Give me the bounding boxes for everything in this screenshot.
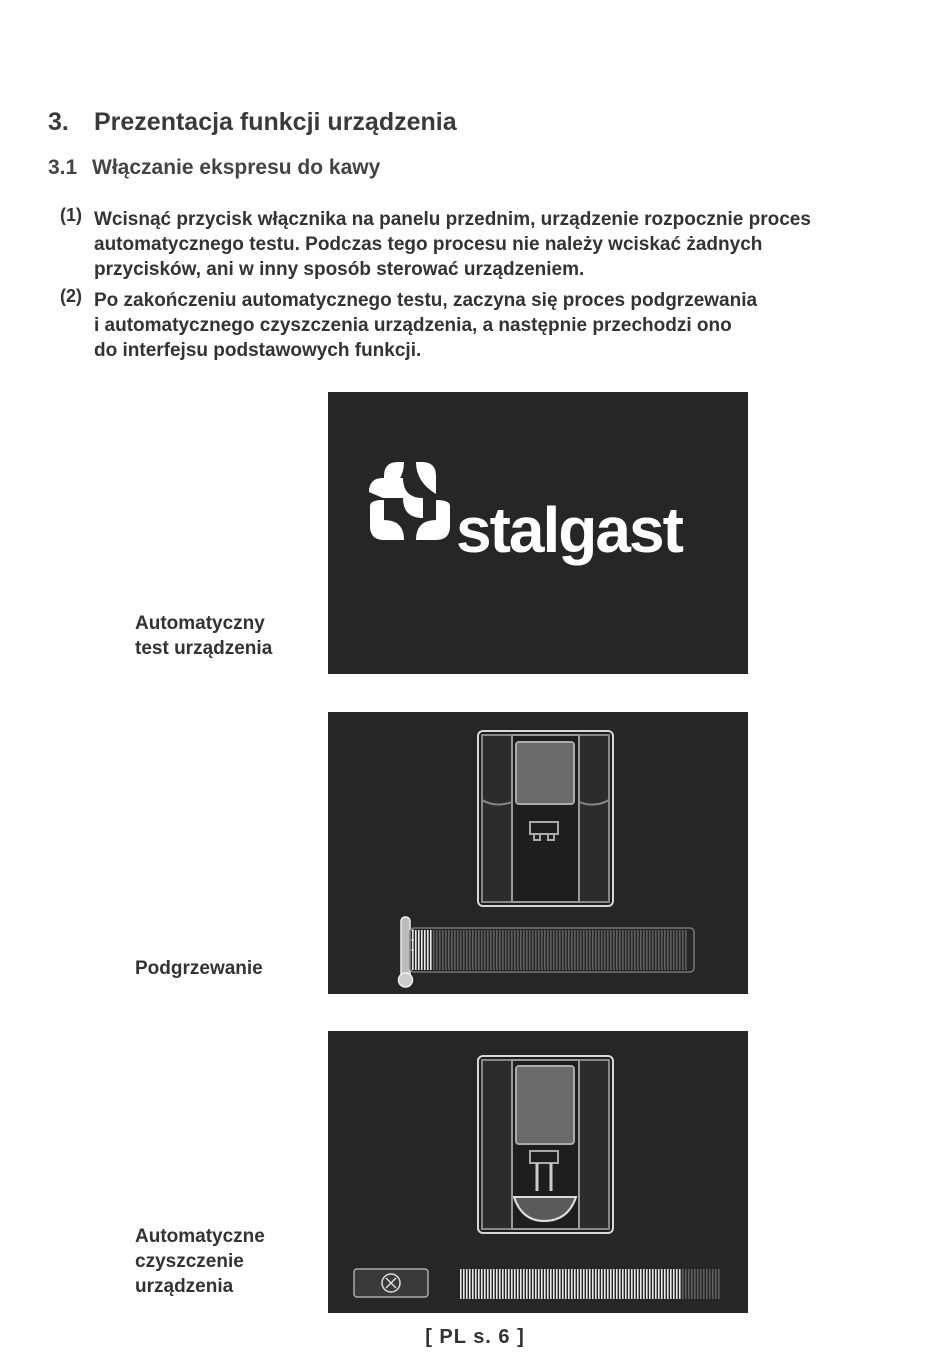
progress-stripe (466, 930, 468, 970)
progress-stripe (649, 1269, 651, 1299)
step-marker: (1) (60, 205, 82, 225)
progress-stripe (691, 1269, 693, 1299)
progress-stripe (667, 1269, 669, 1299)
screen-cleaning (328, 1031, 748, 1313)
progress-stripe (559, 1269, 561, 1299)
progress-stripe (607, 930, 609, 970)
progress-stripe (586, 930, 588, 970)
coffee-machine-illustration (478, 1056, 613, 1233)
step-line: Po zakończeniu automatycznego testu, zaczyna się proces podgrzewania (94, 290, 758, 311)
progress-stripe (637, 930, 639, 970)
progress-stripe (562, 1269, 564, 1299)
progress-stripe (700, 1269, 702, 1299)
progress-stripe (664, 930, 666, 970)
progress-stripe (499, 930, 501, 970)
progress-stripe (493, 1269, 495, 1299)
progress-stripe (688, 1269, 690, 1299)
section-number: 3. (48, 108, 69, 136)
progress-stripe (667, 930, 669, 970)
progress-stripe (604, 930, 606, 970)
progress-stripe (553, 1269, 555, 1299)
progress-stripe (544, 930, 546, 970)
progress-stripe (715, 1269, 717, 1299)
progress-stripe (526, 930, 528, 970)
progress-stripe (472, 1269, 474, 1299)
progress-stripe (628, 930, 630, 970)
progress-stripe (445, 930, 447, 970)
progress-stripe (682, 930, 684, 970)
progress-stripe (532, 930, 534, 970)
progress-stripe (685, 930, 687, 970)
progress-stripe (526, 1269, 528, 1299)
progress-stripe (496, 930, 498, 970)
progress-stripe (439, 930, 441, 970)
progress-stripe (637, 1269, 639, 1299)
progress-stripe (574, 930, 576, 970)
progress-stripe (427, 930, 429, 970)
progress-stripe (568, 930, 570, 970)
step-line: automatycznego testu. Podczas tego procesu nie należy wciskać żadnych (94, 234, 763, 255)
progress-stripe (562, 930, 564, 970)
progress-stripe (478, 1269, 480, 1299)
progress-stripe (496, 1269, 498, 1299)
progress-stripe (676, 1269, 678, 1299)
step-text (94, 288, 757, 363)
progress-stripe (565, 1269, 567, 1299)
progress-stripe (703, 1269, 705, 1299)
progress-stripe (454, 930, 456, 970)
screen-self-test (328, 392, 748, 674)
progress-stripe (574, 1269, 576, 1299)
progress-stripe (622, 930, 624, 970)
logo-text: stalgast (456, 494, 682, 566)
progress-stripe (520, 1269, 522, 1299)
progress-stripe (646, 930, 648, 970)
progress-stripe (550, 1269, 552, 1299)
page-number: [ PL s. 6 ] (425, 1326, 525, 1348)
progress-stripe (472, 930, 474, 970)
progress-stripe (643, 930, 645, 970)
progress-stripe (412, 930, 414, 970)
progress-stripe (556, 930, 558, 970)
progress-stripe (685, 1269, 687, 1299)
progress-stripe (598, 1269, 600, 1299)
progress-stripe (463, 930, 465, 970)
cancel-button[interactable] (354, 1269, 428, 1297)
progress-stripe (640, 1269, 642, 1299)
progress-stripe (466, 1269, 468, 1299)
stalgast-logo-icon (369, 462, 450, 540)
progress-stripe (601, 930, 603, 970)
step-line: Wcisnąć przycisk włącznika na panelu przednim, urządzenie rozpocznie proces (94, 209, 811, 230)
progress-stripe (670, 1269, 672, 1299)
progress-stripe (571, 1269, 573, 1299)
progress-stripe (592, 930, 594, 970)
progress-stripe (586, 1269, 588, 1299)
progress-stripe (418, 930, 420, 970)
progress-stripe (709, 1269, 711, 1299)
progress-stripe (673, 930, 675, 970)
progress-stripe (469, 1269, 471, 1299)
progress-stripe (622, 1269, 624, 1299)
caption-cleaning: Automatyczne czyszczenie urządzenia (135, 1226, 265, 1297)
progress-stripe (580, 930, 582, 970)
progress-stripe (604, 1269, 606, 1299)
progress-stripe (514, 930, 516, 970)
progress-stripe (607, 1269, 609, 1299)
subsection-number: 3.1 (48, 156, 78, 179)
progress-stripe (529, 930, 531, 970)
progress-stripe (460, 1269, 462, 1299)
progress-stripe (583, 930, 585, 970)
progress-stripe (529, 1269, 531, 1299)
progress-stripe (544, 1269, 546, 1299)
progress-stripe (535, 930, 537, 970)
progress-stripe (697, 1269, 699, 1299)
progress-stripe (442, 930, 444, 970)
progress-stripe (538, 1269, 540, 1299)
progress-stripe (601, 1269, 603, 1299)
progress-stripe (589, 930, 591, 970)
progress-stripe (511, 930, 513, 970)
progress-stripe (478, 930, 480, 970)
progress-stripe (712, 1269, 714, 1299)
progress-stripe (475, 1269, 477, 1299)
progress-stripe (523, 1269, 525, 1299)
progress-stripe (538, 930, 540, 970)
progress-stripe (487, 930, 489, 970)
progress-stripe (517, 930, 519, 970)
heating-progress-bar (410, 928, 694, 972)
progress-stripe (589, 1269, 591, 1299)
progress-stripe (631, 1269, 633, 1299)
progress-stripe (580, 1269, 582, 1299)
progress-stripe (718, 1269, 720, 1299)
progress-stripe (547, 1269, 549, 1299)
progress-stripe (532, 1269, 534, 1299)
progress-stripe (565, 930, 567, 970)
progress-stripe (616, 1269, 618, 1299)
progress-stripe (610, 930, 612, 970)
progress-stripe (658, 930, 660, 970)
progress-stripe (682, 1269, 684, 1299)
progress-stripe (664, 1269, 666, 1299)
progress-stripe (448, 930, 450, 970)
progress-stripe (598, 930, 600, 970)
progress-stripe (661, 1269, 663, 1299)
progress-stripe (436, 930, 438, 970)
progress-stripe (550, 930, 552, 970)
progress-stripe (508, 1269, 510, 1299)
progress-stripe (661, 930, 663, 970)
progress-stripe (451, 930, 453, 970)
progress-stripe (619, 1269, 621, 1299)
progress-stripe (592, 1269, 594, 1299)
progress-stripe (547, 930, 549, 970)
progress-stripe (484, 1269, 486, 1299)
progress-stripe (652, 930, 654, 970)
progress-stripe (484, 930, 486, 970)
progress-stripe (625, 1269, 627, 1299)
step-text (94, 207, 811, 282)
progress-stripe (643, 1269, 645, 1299)
progress-stripe (481, 1269, 483, 1299)
progress-stripe (634, 1269, 636, 1299)
progress-stripe (595, 1269, 597, 1299)
progress-stripe (541, 930, 543, 970)
progress-stripe (553, 930, 555, 970)
progress-stripe (631, 930, 633, 970)
progress-stripe (625, 930, 627, 970)
progress-stripe (499, 1269, 501, 1299)
progress-stripe (487, 1269, 489, 1299)
progress-stripe (517, 1269, 519, 1299)
progress-stripe (508, 930, 510, 970)
progress-stripe (679, 1269, 681, 1299)
progress-stripe (649, 930, 651, 970)
step-line: do interfejsu podstawowych funkcji. (94, 340, 422, 361)
progress-stripe (520, 930, 522, 970)
progress-stripe (655, 1269, 657, 1299)
section-title: Prezentacja funkcji urządzenia (94, 108, 457, 136)
step-line: i automatycznego czyszczenia urządzenia, a następnie przechodzi ono (94, 315, 732, 336)
step-line: przycisków, ani w inny sposób sterować urządzeniem. (94, 259, 585, 280)
progress-stripe (490, 1269, 492, 1299)
progress-stripe (640, 930, 642, 970)
progress-stripe (460, 930, 462, 970)
progress-stripe (415, 930, 417, 970)
coffee-machine-illustration (478, 731, 613, 906)
progress-stripe (490, 930, 492, 970)
progress-stripe (610, 1269, 612, 1299)
progress-stripe (424, 930, 426, 970)
progress-stripe (463, 1269, 465, 1299)
progress-stripe (505, 930, 507, 970)
progress-stripe (511, 1269, 513, 1299)
progress-stripe (505, 1269, 507, 1299)
progress-stripe (493, 930, 495, 970)
caption-self-test: Automatyczny test urządzenia (135, 613, 273, 659)
subsection-heading (48, 156, 380, 180)
thermometer-icon (399, 917, 415, 987)
progress-stripe (613, 1269, 615, 1299)
progress-stripe (568, 1269, 570, 1299)
progress-stripe (475, 930, 477, 970)
progress-stripe (583, 1269, 585, 1299)
progress-stripe (679, 930, 681, 970)
progress-stripe (655, 930, 657, 970)
progress-stripe (619, 930, 621, 970)
progress-stripe (433, 930, 435, 970)
progress-stripe (646, 1269, 648, 1299)
progress-stripe (616, 930, 618, 970)
progress-stripe (613, 930, 615, 970)
progress-stripe (541, 1269, 543, 1299)
progress-stripe (571, 930, 573, 970)
progress-stripe (706, 1269, 708, 1299)
progress-stripe (577, 930, 579, 970)
progress-stripe (502, 930, 504, 970)
progress-stripe (559, 930, 561, 970)
cleaning-progress-bar (460, 1269, 720, 1299)
progress-stripe (676, 930, 678, 970)
progress-stripe (481, 930, 483, 970)
progress-stripe (523, 930, 525, 970)
progress-stripe (535, 1269, 537, 1299)
progress-stripe (670, 930, 672, 970)
section-heading (48, 108, 457, 137)
progress-stripe (658, 1269, 660, 1299)
progress-stripe (457, 930, 459, 970)
screen-heating (328, 712, 748, 994)
progress-stripe (502, 1269, 504, 1299)
progress-stripe (652, 1269, 654, 1299)
progress-stripe (694, 1269, 696, 1299)
progress-stripe (673, 1269, 675, 1299)
subsection-title: Włączanie ekspresu do kawy (92, 156, 381, 179)
step-marker: (2) (60, 286, 82, 306)
progress-stripe (514, 1269, 516, 1299)
caption-heating: Podgrzewanie (135, 958, 263, 979)
progress-stripe (628, 1269, 630, 1299)
progress-stripe (421, 930, 423, 970)
progress-stripe (577, 1269, 579, 1299)
progress-stripe (430, 930, 432, 970)
progress-stripe (595, 930, 597, 970)
progress-stripe (634, 930, 636, 970)
progress-stripe (469, 930, 471, 970)
progress-stripe (556, 1269, 558, 1299)
